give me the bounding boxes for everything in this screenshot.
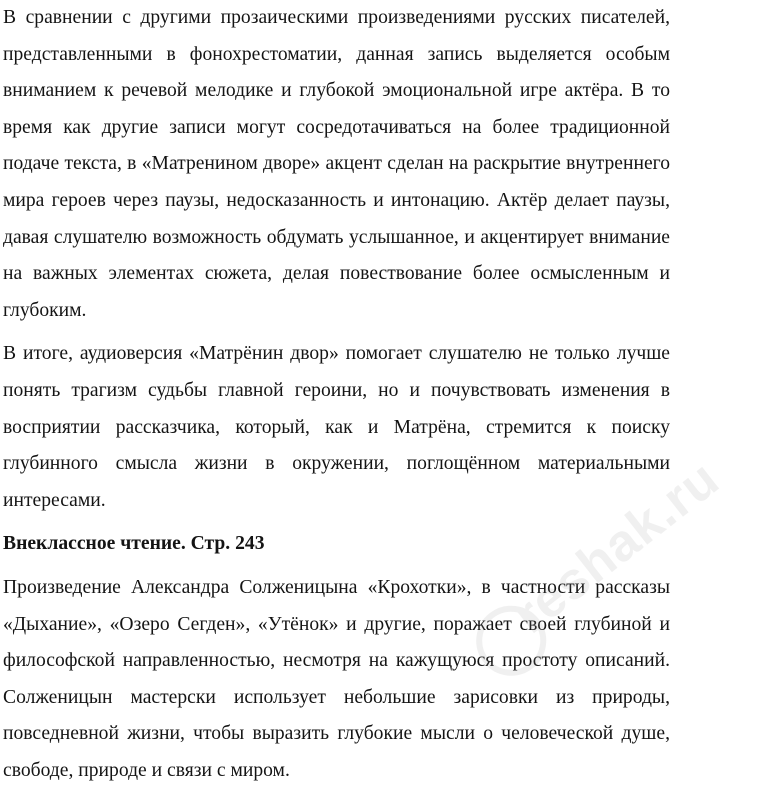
section-heading: Внеклассное чтение. Стр. 243 (3, 533, 265, 555)
watermark-text: reshak.ru (502, 449, 731, 645)
paragraph-krokhotki: Произведение Александра Солженицына «Крохотки», в частности рассказы «Дыхание», «Озеро Сегден», «Утёнок» и другие, поражает своей глубиной и философской направленностью, несмотря на кажущуюся простоту описаний. Солженицын мастерски использует небольшие зарисовки из природы, повседневной жизни, чтобы выразить глубокие мысли о человеческой душе, свободе, природе и связи с миром. (3, 576, 670, 781)
document-page (3, 0, 670, 789)
paragraph-comparison: В сравнении с другими прозаическими произведениями русских писателей, представленными в фонохрестоматии, данная запись выделяется особым вниманием к речевой мелодике и глубокой эмоциональной игре актёра. В то время как другие записи могут сосредотачиваться на более традиционной подаче текста, в «Матренином дворе» акцент сделан на раскрытие внутреннего мира героев через паузы, недосказанность и интонацию. Актёр делает паузы, давая слушателю возможность обдумать услышанное, и акцентирует внимание на важных элементах сюжета, делая повествование более осмысленным и глубоким. (3, 7, 670, 321)
paragraph-conclusion: В итоге, аудиоверсия «Матрёнин двор» помогает слушателю не только лучше понять трагизм судьбы главной героини, но и почувствовать изменения в восприятии рассказчика, который, как и Матрёна, стремится к поиску глубинного смысла жизни в окружении, поглощённом материальными интересами. (3, 343, 670, 511)
